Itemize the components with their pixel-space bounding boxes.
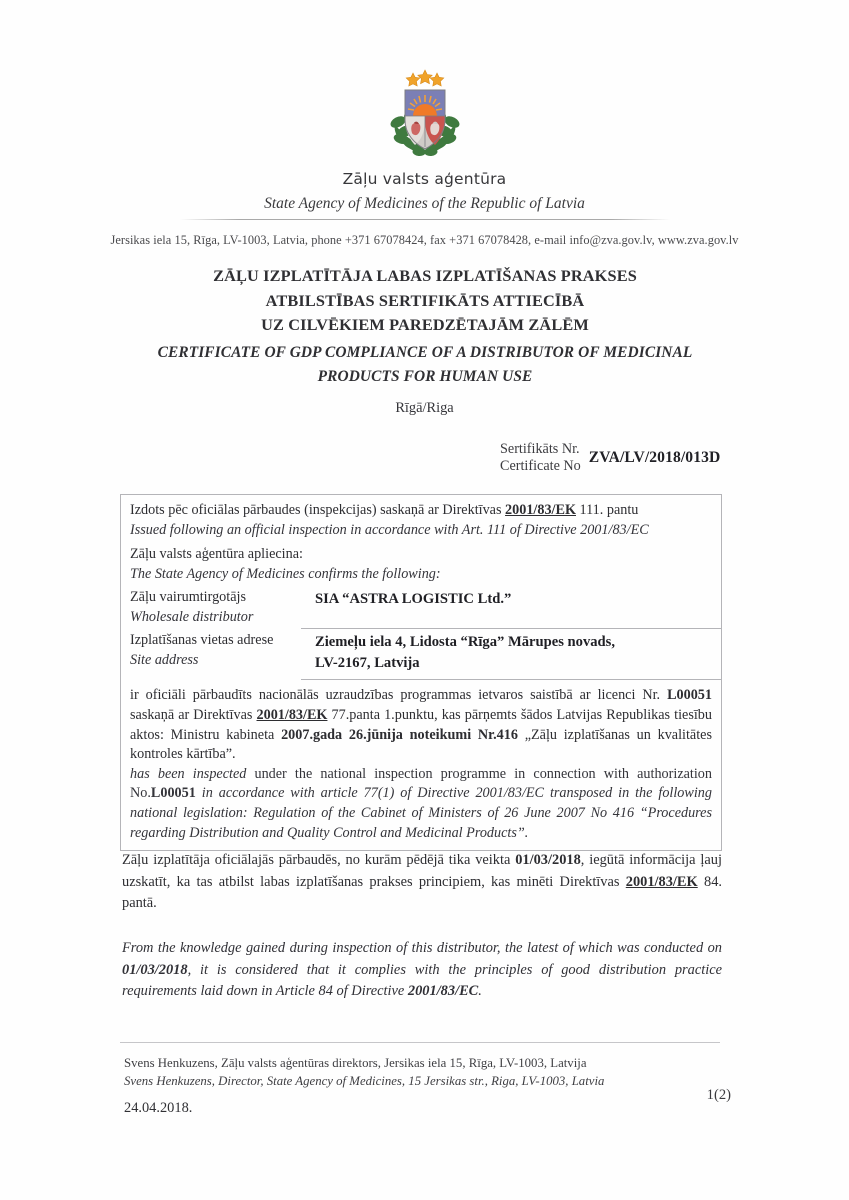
- issued-line-lv: [130, 501, 712, 521]
- issued-section: [121, 495, 721, 586]
- signatory-block: [124, 1055, 724, 1090]
- organisation-block: [0, 170, 849, 213]
- site-address-row: [121, 629, 721, 680]
- wholesale-distributor-value: SIA “ASTRA LOGISTIC Ltd.”: [301, 586, 721, 629]
- three-stars-icon: [406, 70, 444, 86]
- wholesale-distributor-row: [121, 586, 721, 629]
- title-en-line2: PRODUCTS FOR HUMAN USE: [317, 368, 533, 385]
- conclusion-lv-directive: 2001/83/EK: [625, 873, 698, 890]
- org-name-lv: Zāļu valsts aģentūra: [342, 170, 507, 188]
- certificate-number-labels: [500, 441, 581, 475]
- title-lv-line3: UZ CILVĒKIEM PAREDZĒTAJĀM ZĀLĒM: [261, 315, 589, 334]
- inspected-en-t3: in accordance with article 77(1) of Directive 2001/83/EC transposed in the following national legislation: Regulation of the Cabinet of Ministers of 26 June 2007 No 416 “Procedures regarding Distribution and Quality Control and Medicinal Products”.: [130, 785, 712, 841]
- document-date: 24.04.2018.: [124, 1100, 193, 1116]
- site-address-line1: Ziemeļu iela 4, Lidosta “Rīga” Mārupes novads,: [315, 634, 615, 651]
- issued-lv-pre: Izdots pēc oficiālas pārbaudes (inspekcijas) saskaņā ar Direktīvas: [130, 502, 506, 518]
- inspected-lv-directive: 2001/83/EK: [256, 706, 328, 723]
- conclusion-lv-date: 01/03/2018: [515, 852, 581, 868]
- wholesale-distributor-label-lv: Zāļu vairumtirgotājs: [130, 589, 246, 606]
- confirms-line-lv: Zāļu valsts aģentūra apliecina:: [130, 546, 303, 563]
- site-address-value: [301, 629, 721, 680]
- inspection-paragraph-lv: [121, 680, 721, 850]
- place-of-issue: Rīgā/Riga: [395, 400, 454, 416]
- conclusion-en-t2: , it is considered that it complies with the principles of good distribution practice requirements laid down in Article 84 of Directive: [122, 961, 722, 999]
- inspected-en-t1: has been inspected: [130, 765, 247, 782]
- conclusion-lv-t1: Zāļu izplatītāja oficiālajās pārbaudēs, no kurām pēdējā tika veikta: [122, 852, 516, 868]
- wholesale-distributor-label-en: Wholesale distributor: [130, 608, 254, 625]
- contact-line: Jersikas iela 15, Rīga, LV-1003, Latvia, phone +371 67078424, fax +371 67078428, e-mail info@zva.gov.lv, www.zva.gov.lv: [110, 233, 739, 247]
- site-address-line2: LV-2167, Latvija: [315, 655, 420, 672]
- site-address-label-lv: Izplatīšanas vietas adrese: [130, 632, 274, 649]
- conclusion-paragraph-en: [122, 938, 722, 1003]
- title-en-line1: CERTIFICATE OF GDP COMPLIANCE OF A DISTRIBUTOR OF MEDICINAL: [157, 343, 693, 361]
- header-divider: [180, 219, 670, 220]
- certificate-number-block: [500, 441, 720, 475]
- emblem-container: [0, 68, 849, 164]
- org-name-en: State Agency of Medicines of the Republic of Latvia: [264, 195, 585, 212]
- site-address-label: [121, 629, 301, 680]
- conclusion-lv-t3: 84. pantā.: [122, 873, 722, 911]
- inspected-lv-t4: „Zāļu izplatīšanas un kvalitātes kontroles kārtība”.: [130, 726, 712, 763]
- conclusion-en-t3: .: [478, 983, 482, 999]
- coat-of-arms-of-latvia-icon: [383, 68, 467, 164]
- conclusion-paragraph-lv: [122, 850, 722, 915]
- title-lv-line2: ATBILSTĪBAS SERTIFIKĀTS ATTIECĪBĀ: [265, 290, 585, 310]
- inspected-lv-t3: 77.panta 1.punktu, kas pārņemts šādos Latvijas Republikas tiesību aktos: Ministru kabineta: [130, 706, 712, 743]
- wholesale-distributor-label: [121, 586, 301, 629]
- conclusion-lv-t2: , iegūtā informācija ļauj uzskatīt, ka tas atbilst labas izplatīšanas prakses principiem, kas minēti Direktīvas: [122, 852, 722, 890]
- signatory-en: Svens Henkuzens, Director, State Agency of Medicines, 15 Jersikas str., Riga, LV-1003, Latvia: [124, 1073, 605, 1088]
- certificate-label-en: Certificate No: [500, 458, 581, 474]
- conclusion-en-t1: From the knowledge gained during inspection of this distributor, the latest of which was conducted on: [122, 940, 722, 956]
- inspected-lv-t2: saskaņā ar Direktīvas: [130, 706, 257, 723]
- inspected-en-t2: under the national inspection programme in connection with authorization No.: [130, 765, 712, 802]
- site-address-label-en: Site address: [130, 651, 199, 668]
- inspected-lv-t1: ir oficiāli pārbaudīts nacionālās uzraudzības programmas ietvaros saistībā ar licenci Nr.: [130, 687, 668, 704]
- footer-divider: [120, 1042, 720, 1043]
- conclusion-en-directive: 2001/83/EC: [407, 983, 479, 999]
- issued-lv-post: 111. pantu: [576, 502, 639, 518]
- issued-lv-directive: 2001/83/EK: [505, 502, 576, 518]
- inspection-paragraph-en: [130, 765, 712, 843]
- document-title: [110, 264, 740, 390]
- certificate-details-frame: [120, 494, 722, 851]
- certificate-label-lv: Sertifikāts Nr.: [500, 441, 580, 457]
- signatory-lv: Svens Henkuzens, Zāļu valsts aģentūras direktors, Jersikas iela 15, Rīga, LV-1003, Latvija: [124, 1056, 587, 1070]
- page-number: 1(2): [706, 1087, 731, 1103]
- confirms-line-en: The State Agency of Medicines confirms the following:: [130, 565, 441, 582]
- inspected-lv-regulation: 2007.gada 26.jūnija noteikumi Nr.416: [281, 726, 518, 743]
- conclusion-en-date: 01/03/2018: [122, 961, 188, 978]
- inspected-en-licence: L00051: [150, 785, 196, 802]
- inspected-lv-licence: L00051: [667, 687, 712, 704]
- issued-line-en: Issued following an official inspection in accordance with Art. 111 of Directive 2001/83/EC: [130, 521, 649, 538]
- title-lv-line1: ZĀĻU IZPLATĪTĀJA LABAS IZPLATĪŠANAS PRAKSES: [213, 266, 637, 285]
- certificate-number-value: ZVA/LV/2018/013D: [588, 449, 721, 466]
